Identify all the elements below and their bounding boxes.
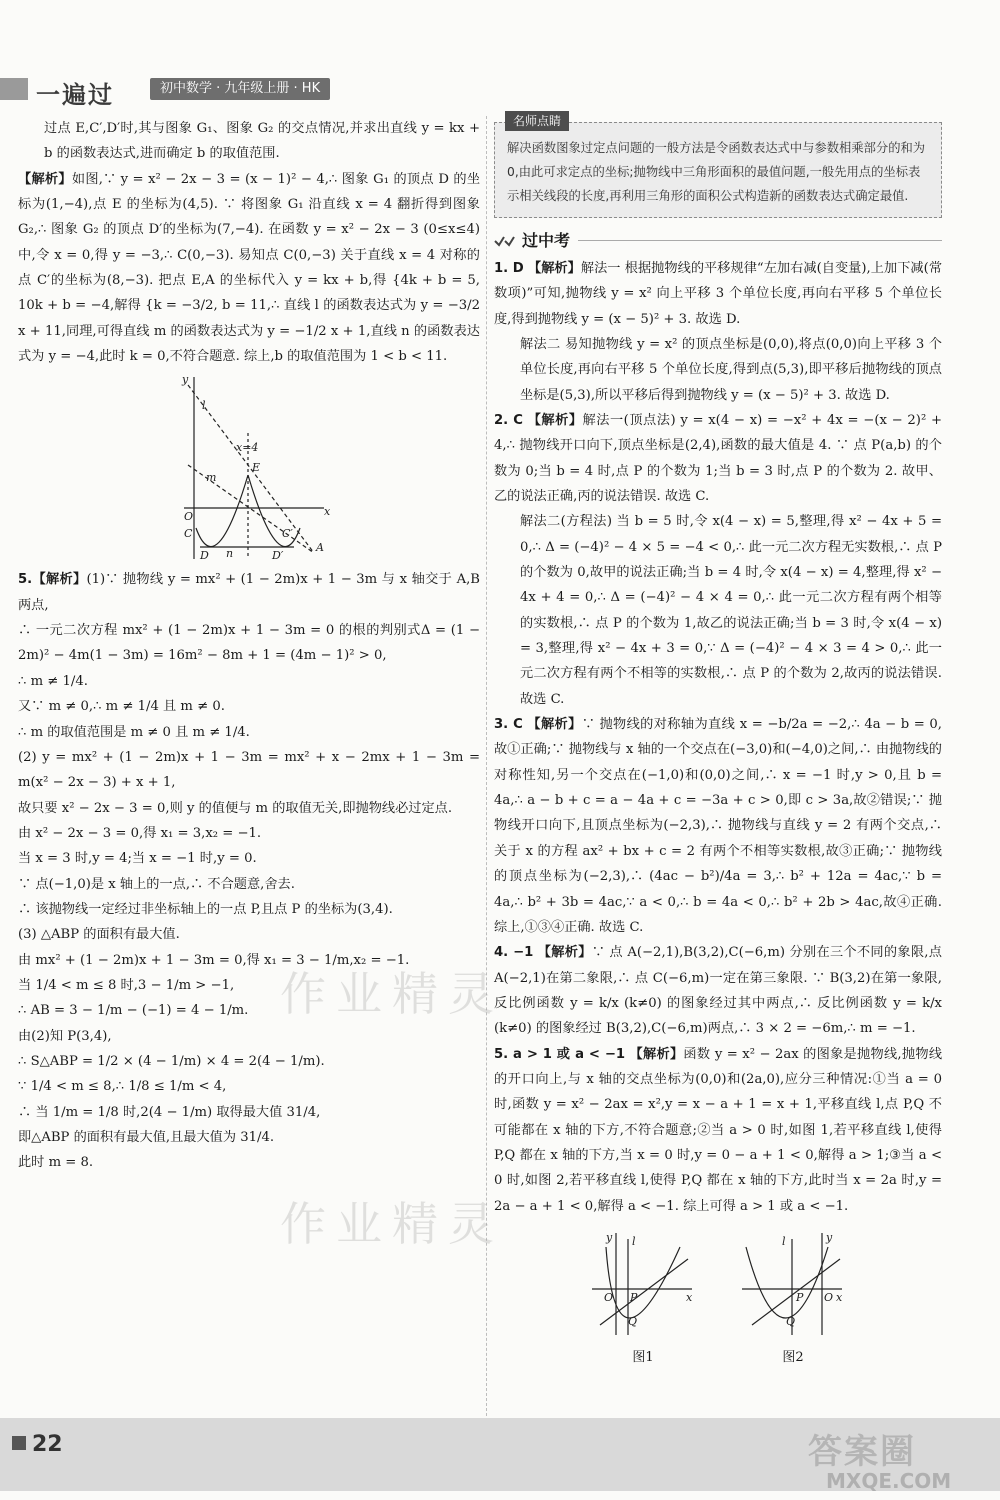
header-accent-bar bbox=[0, 78, 28, 100]
label-p: P bbox=[630, 1290, 638, 1304]
section-rule bbox=[578, 240, 942, 241]
watermark-text: 作业精灵 bbox=[280, 1197, 504, 1251]
q1-method-2: 解法二 易知抛物线 y = x² 的顶点坐标是(0,0),将点(0,0)向上平移 3 个单位长度,再向右平移 5 个单位长度,得到点(5,3),即平移后抛物线的顶点坐标是(5,3),所以平移后得到抛物线 y = (x − 5)² + 3. 故选 D. bbox=[520, 336, 942, 403]
label-m: m bbox=[206, 471, 217, 485]
q5-line: ∴ 一元二次方程 mx² + (1 − 2m)x + 1 − 3m = 0 的根的判别式Δ = (1 − 2m)² − 4m(1 − 3m) = 16m² − 8m + 1 = (4m − 1)² > 0, bbox=[18, 623, 480, 664]
q5-text: (1)∵ 抛物线 y = mx² + (1 − 2m)x + 1 − 3m 与 x 轴交于 A,B 两点, bbox=[18, 572, 480, 613]
label-y: y bbox=[182, 373, 189, 387]
tip-body: 解决函数图象过定点问题的一般方法是令函数表达式中与参数相乘部分的和为 0,由此可求定点的坐标;抛物线中三角形面积的最值问题,一般先用点的坐标表示相关线段的长度,再利用三角形的面积公式构造新的函数表达式确定最值. bbox=[507, 141, 926, 203]
q5-line: ∵ 点(−1,0)是 x 轴上的一点,∴ 不合题意,舍去. bbox=[18, 876, 295, 892]
label-o: O bbox=[604, 1290, 614, 1304]
analysis-tag: 【解析】 bbox=[32, 572, 87, 588]
q5-line: 由(2)知 P(3,4), bbox=[18, 1028, 112, 1044]
brand-logo: 一遍过 bbox=[36, 81, 114, 109]
q5-line: ∴ 该抛物线一定经过非坐标轴上的一点 P,且点 P 的坐标为(3,4). bbox=[18, 901, 393, 917]
curve-g1 bbox=[196, 475, 248, 547]
q5-line: ∴ m 的取值范围是 m ≠ 0 且 m ≠ 1/4. bbox=[18, 724, 250, 740]
label-y: y bbox=[826, 1230, 833, 1244]
label-l: l bbox=[202, 399, 206, 413]
q5-line: ∴ 当 1/m = 1/8 时,2(4 − 1/m) 取得最大值 31/4, bbox=[18, 1104, 321, 1120]
analysis-tag: 【解析】 bbox=[629, 1046, 684, 1062]
q5-line: (2) y = mx² + (1 − 2m)x + 1 − 3m = mx² + x − 2mx + 1 − 3m = m(x² − 2x − 3) + x + 1, bbox=[18, 749, 480, 791]
q4-text: ∵ 点 A(−2,1),B(3,2),C(−6,m) 分别在三个不同的象限,点 A(−2,1)在第二象限,∴ 点 C(−6,m)一定在第三象限. ∵ B(3,2)在第一象限,反比例函数 y = k/x (k≠0) 的图象经过其中两点,∴ 反比例函数 y = k/x (k≠0) 的图象经过 B(3,2),C(−6,m)两点,∴ 3 × 2 = −6m,∴ m = −1. bbox=[494, 945, 942, 1037]
q3-answer: 3. C bbox=[494, 717, 523, 733]
teacher-tip-box bbox=[494, 114, 942, 218]
q5-text: 函数 y = x² − 2ax 的图象是抛物线,抛物线的开口向上,与 x 轴的交点坐标为(0,0)和(2a,0),应分三种情况:①当 a = 0 时,函数 y = x² − 2ax = x²,y = x − a + 1 = x + 1,平移直线 l,点 P,Q 不可能都在 x 轴的下方,不符合题意;②当 a > 0 时,如图 1,若平移直线 l,使得 P,Q 都在 x 轴的下方,当 x = 0 时,y = 0 − a + 1 < 0,解得 a > 1;③当 a < 0 时,如图 2,若平移直线 l,使得 P,Q 都在 x 轴的下方,此时当 x = 2a 时,y = 2a − a + 1 < 0,解得 a < −1. 综上可得 a > 1 或 a < −1. bbox=[494, 1046, 943, 1214]
label-e: E bbox=[252, 461, 261, 475]
tip-heading: 名师点睛 bbox=[505, 111, 569, 131]
q1-answer: 1. D bbox=[494, 260, 524, 276]
page-footer bbox=[0, 1418, 1000, 1491]
q5-line: ∵ 1/4 < m ≤ 8,∴ 1/8 ≤ 1/m < 4, bbox=[18, 1079, 227, 1095]
q5-line: 即△ABP 的面积有最大值,且最大值为 31/4. bbox=[18, 1130, 275, 1145]
label-x: x bbox=[686, 1290, 693, 1304]
q5-line: 又∵ m ≠ 0,∴ m ≠ 1/4 且 m ≠ 0. bbox=[18, 699, 225, 715]
q5-figures bbox=[494, 1229, 942, 1368]
label-c-prime: C′ bbox=[282, 527, 293, 541]
label-o: O bbox=[184, 510, 194, 524]
label-l: l bbox=[782, 1234, 786, 1248]
page-header bbox=[0, 72, 1000, 109]
watermark-logo: 答案圈 bbox=[808, 1432, 916, 1472]
label-x4: x=4 bbox=[236, 441, 259, 455]
section-header bbox=[494, 228, 942, 254]
analysis-tag: 【解析】 bbox=[527, 412, 583, 428]
q2-text: 解法一(顶点法) y = x(4 − x) = −x² + 4x = −(x − 2)² + 4,∴ 抛物线开口向下,顶点坐标是(2,4),函数的最大值是 4. ∵ 点 P(a,b) 的个数为 0;当 b = 4 时,点 P 的个数为 1;当 b = 3 时,点 P 的个数为 2. 故甲、乙的说法正确,丙的说法错误. 故选 C. bbox=[494, 412, 942, 504]
page-number: 22 bbox=[32, 1432, 63, 1457]
watermark-text: 作业精灵 bbox=[280, 967, 504, 1021]
q5-line: 故只要 x² − 2x − 3 = 0,则 y 的值便与 m 的取值无关,即抛物线必过定点. bbox=[18, 800, 453, 816]
q1-text: 解法一 根据抛物线的平移规律“左加右减(自变量),上加下减(常数项)”可知,抛物线 y = x² 向上平移 3 个单位长度,再向右平移 5 个单位长度,得到抛物线 y = (x − 5)² + 3. 故选 D. bbox=[494, 260, 943, 327]
q5-line: 由 x² − 2x − 3 = 0,得 x₁ = 3,x₂ = −1. bbox=[18, 825, 262, 841]
line-l bbox=[600, 1259, 688, 1325]
q5-line: 当 x = 3 时,y = 4;当 x = −1 时,y = 0. bbox=[18, 851, 257, 867]
figure-1-graph bbox=[588, 1229, 698, 1339]
label-x: x bbox=[324, 505, 331, 519]
label-c: C bbox=[184, 527, 193, 541]
q4-analysis-right bbox=[494, 940, 942, 1041]
q5-analysis-head bbox=[18, 567, 480, 618]
figure-2 bbox=[738, 1229, 848, 1368]
figure-2-graph bbox=[738, 1229, 848, 1339]
figure-1-caption: 图1 bbox=[632, 1350, 654, 1366]
q4-graph bbox=[164, 373, 334, 563]
q4-analysis-text: 如图,∵ y = x² − 2x − 3 = (x − 1)² − 4,∴ 图象 G₁ 的顶点 D 的坐标为(1,−4),点 E 的坐标为(4,5). ∵ 将图象 G₁ 沿直线 x = 4 翻折得到图象 G₂,∴ 图象 G₂ 的顶点 D′的坐标为(7,−4). 在函数 y = x² − 2x − 3 (0≤x≤4) 中,令 x = 0,得 y = −3,∴ C(0,−3). 易知点 C(0,−3) 关于直线 x = 4 对称的点 C′的坐标为(8,−3). 把点 E,A 的坐标代入 y = kx + b,得 {4k + b = 5, 10k + b = −4,解得 {k = −3/2, b = 11,∴ 直线 l 的函数表达式为 y = −3/2 x + 11,同理,可得直线 m 的函数表达式为 y = −1/2 x + 1,直线 n 的函数表达式为 y = −4,此时 k = 0,不符合题意. 综上,b 的取值范围为 1 < b < 11. bbox=[18, 171, 481, 365]
parabola bbox=[606, 1247, 680, 1318]
q3-analysis bbox=[494, 712, 942, 940]
q2-method-2: 解法二(方程法) 当 b = 5 时,令 x(4 − x) = 5,整理,得 x² − 4x + 5 = 0,∴ Δ = (−4)² − 4 × 5 = −4 < 0,∴ 此一元二次方程无实数根,∴ 点 P 的个数为 0,故甲的说法正确;当 b = 4 时,令 x(4 − x) = 4,整理,得 x² − 4x + 4 = 0,∴ Δ = (−4)² − 4 × 4 = 0,∴ 此一元二次方程有两个相等的实数根,∴ 点 P 的个数为 1,故乙的说法正确;当 b = 3 时,令 x(4 − x) = 3,整理,得 x² − 4x + 3 = 0,∵ Δ = (−4)² − 4 × 3 = 4 > 0,∴ 此一元二次方程有两个不相等的实数根,∴ 点 P 的个数为 2,故丙的说法错误. 故选 C. bbox=[520, 514, 942, 707]
q5-line: ∴ AB = 3 − 1/m − (−1) = 4 − 1/m. bbox=[18, 1003, 249, 1019]
q5-line: (3) △ABP 的面积有最大值. bbox=[18, 927, 180, 943]
q1-analysis bbox=[494, 256, 942, 332]
q4-continuation: 过点 E,C′,D′时,其与图象 G₁、图象 G₂ 的交点情况,并求出直线 y = kx + b 的函数表达式,进而确定 b 的取值范围. bbox=[44, 121, 480, 162]
label-d: D bbox=[200, 549, 209, 563]
label-n: n bbox=[226, 547, 234, 561]
q5-answer: 5. a > 1 或 a < −1 bbox=[494, 1046, 626, 1062]
q3-text: ∵ 抛物线的对称轴为直线 x = −b/2a = −2,∴ 4a − b = 0,故①正确;∵ 抛物线与 x 轴的一个交点在(−3,0)和(−4,0)之间,∴ 由抛物线的对称性知,另一个交点在(−1,0)和(0,0)之间,∴ x = −1 时,y > 0,且 b = 4a,∴ a − b + c = a − 4a + c = −3a + c > 0,即 c > 3a,故②错误;∵ 抛物线开口向下,且顶点坐标为(−2,3),∴ 抛物线与直线 y = 2 有两个交点,∴ 关于 x 的方程 ax² + bx + c = 2 有两个不相等实数根,故③正确;∵ 抛物线的顶点坐标为(−2,3),∴ (4ac − b²)/4a = 3,∴ b² + 12a = 4ac,∵ b = 4a,∴ b² + 3b = 4ac,∵ a < 0,∴ b = 4a < 0,∴ b² + 2b > 4ac,故④正确. 综上,①③④正确. 故选 C. bbox=[494, 717, 942, 935]
label-p: P bbox=[796, 1290, 804, 1304]
section-deco-icon bbox=[494, 235, 516, 247]
q5-line: 此时 m = 8. bbox=[18, 1155, 94, 1171]
label-o: O bbox=[824, 1290, 834, 1304]
watermark-site: MXQE.COM bbox=[826, 1469, 952, 1493]
line-l bbox=[188, 385, 314, 553]
q4-analysis bbox=[18, 167, 480, 370]
label-y: y bbox=[606, 1230, 613, 1244]
label-q: Q bbox=[628, 1314, 638, 1328]
section-title: 过中考 bbox=[522, 230, 571, 250]
analysis-tag: 【解析】 bbox=[528, 260, 581, 276]
parabola bbox=[746, 1247, 828, 1318]
q5-line: 当 1/4 < m ≤ 8 时,3 − 1/m > −1, bbox=[18, 977, 235, 993]
label-a: A bbox=[316, 541, 324, 555]
label-q: Q bbox=[786, 1314, 796, 1328]
q2-answer: 2. C bbox=[494, 412, 523, 428]
q5-line: ∴ S△ABP = 1/2 × (4 − 1/m) × 4 = 2(4 − 1/m). bbox=[18, 1053, 325, 1069]
analysis-tag: 【解析】 bbox=[527, 717, 582, 733]
q2-analysis bbox=[494, 408, 942, 509]
figure-2-caption: 图2 bbox=[782, 1350, 804, 1366]
analysis-tag: 【解析】 bbox=[537, 945, 592, 961]
q5-line: ∴ m ≠ 1/4. bbox=[18, 673, 88, 689]
figure-1 bbox=[588, 1229, 698, 1368]
analysis-tag: 【解析】 bbox=[18, 171, 72, 187]
q5-number: 5. bbox=[18, 572, 33, 588]
label-l: l bbox=[632, 1234, 636, 1248]
right-column bbox=[494, 116, 942, 1368]
q5-analysis-right bbox=[494, 1042, 942, 1219]
q5-line: 由 mx² + (1 − 2m)x + 1 − 3m = 0,得 x₁ = 3 − 1/m,x₂ = −1. bbox=[18, 952, 410, 968]
q4-answer: 4. −1 bbox=[494, 945, 534, 961]
book-tag: 初中数学 · 九年级上册 · HK bbox=[150, 78, 330, 100]
label-d-prime: D′ bbox=[272, 549, 284, 563]
label-x: x bbox=[836, 1290, 843, 1304]
page-marker bbox=[12, 1436, 26, 1450]
